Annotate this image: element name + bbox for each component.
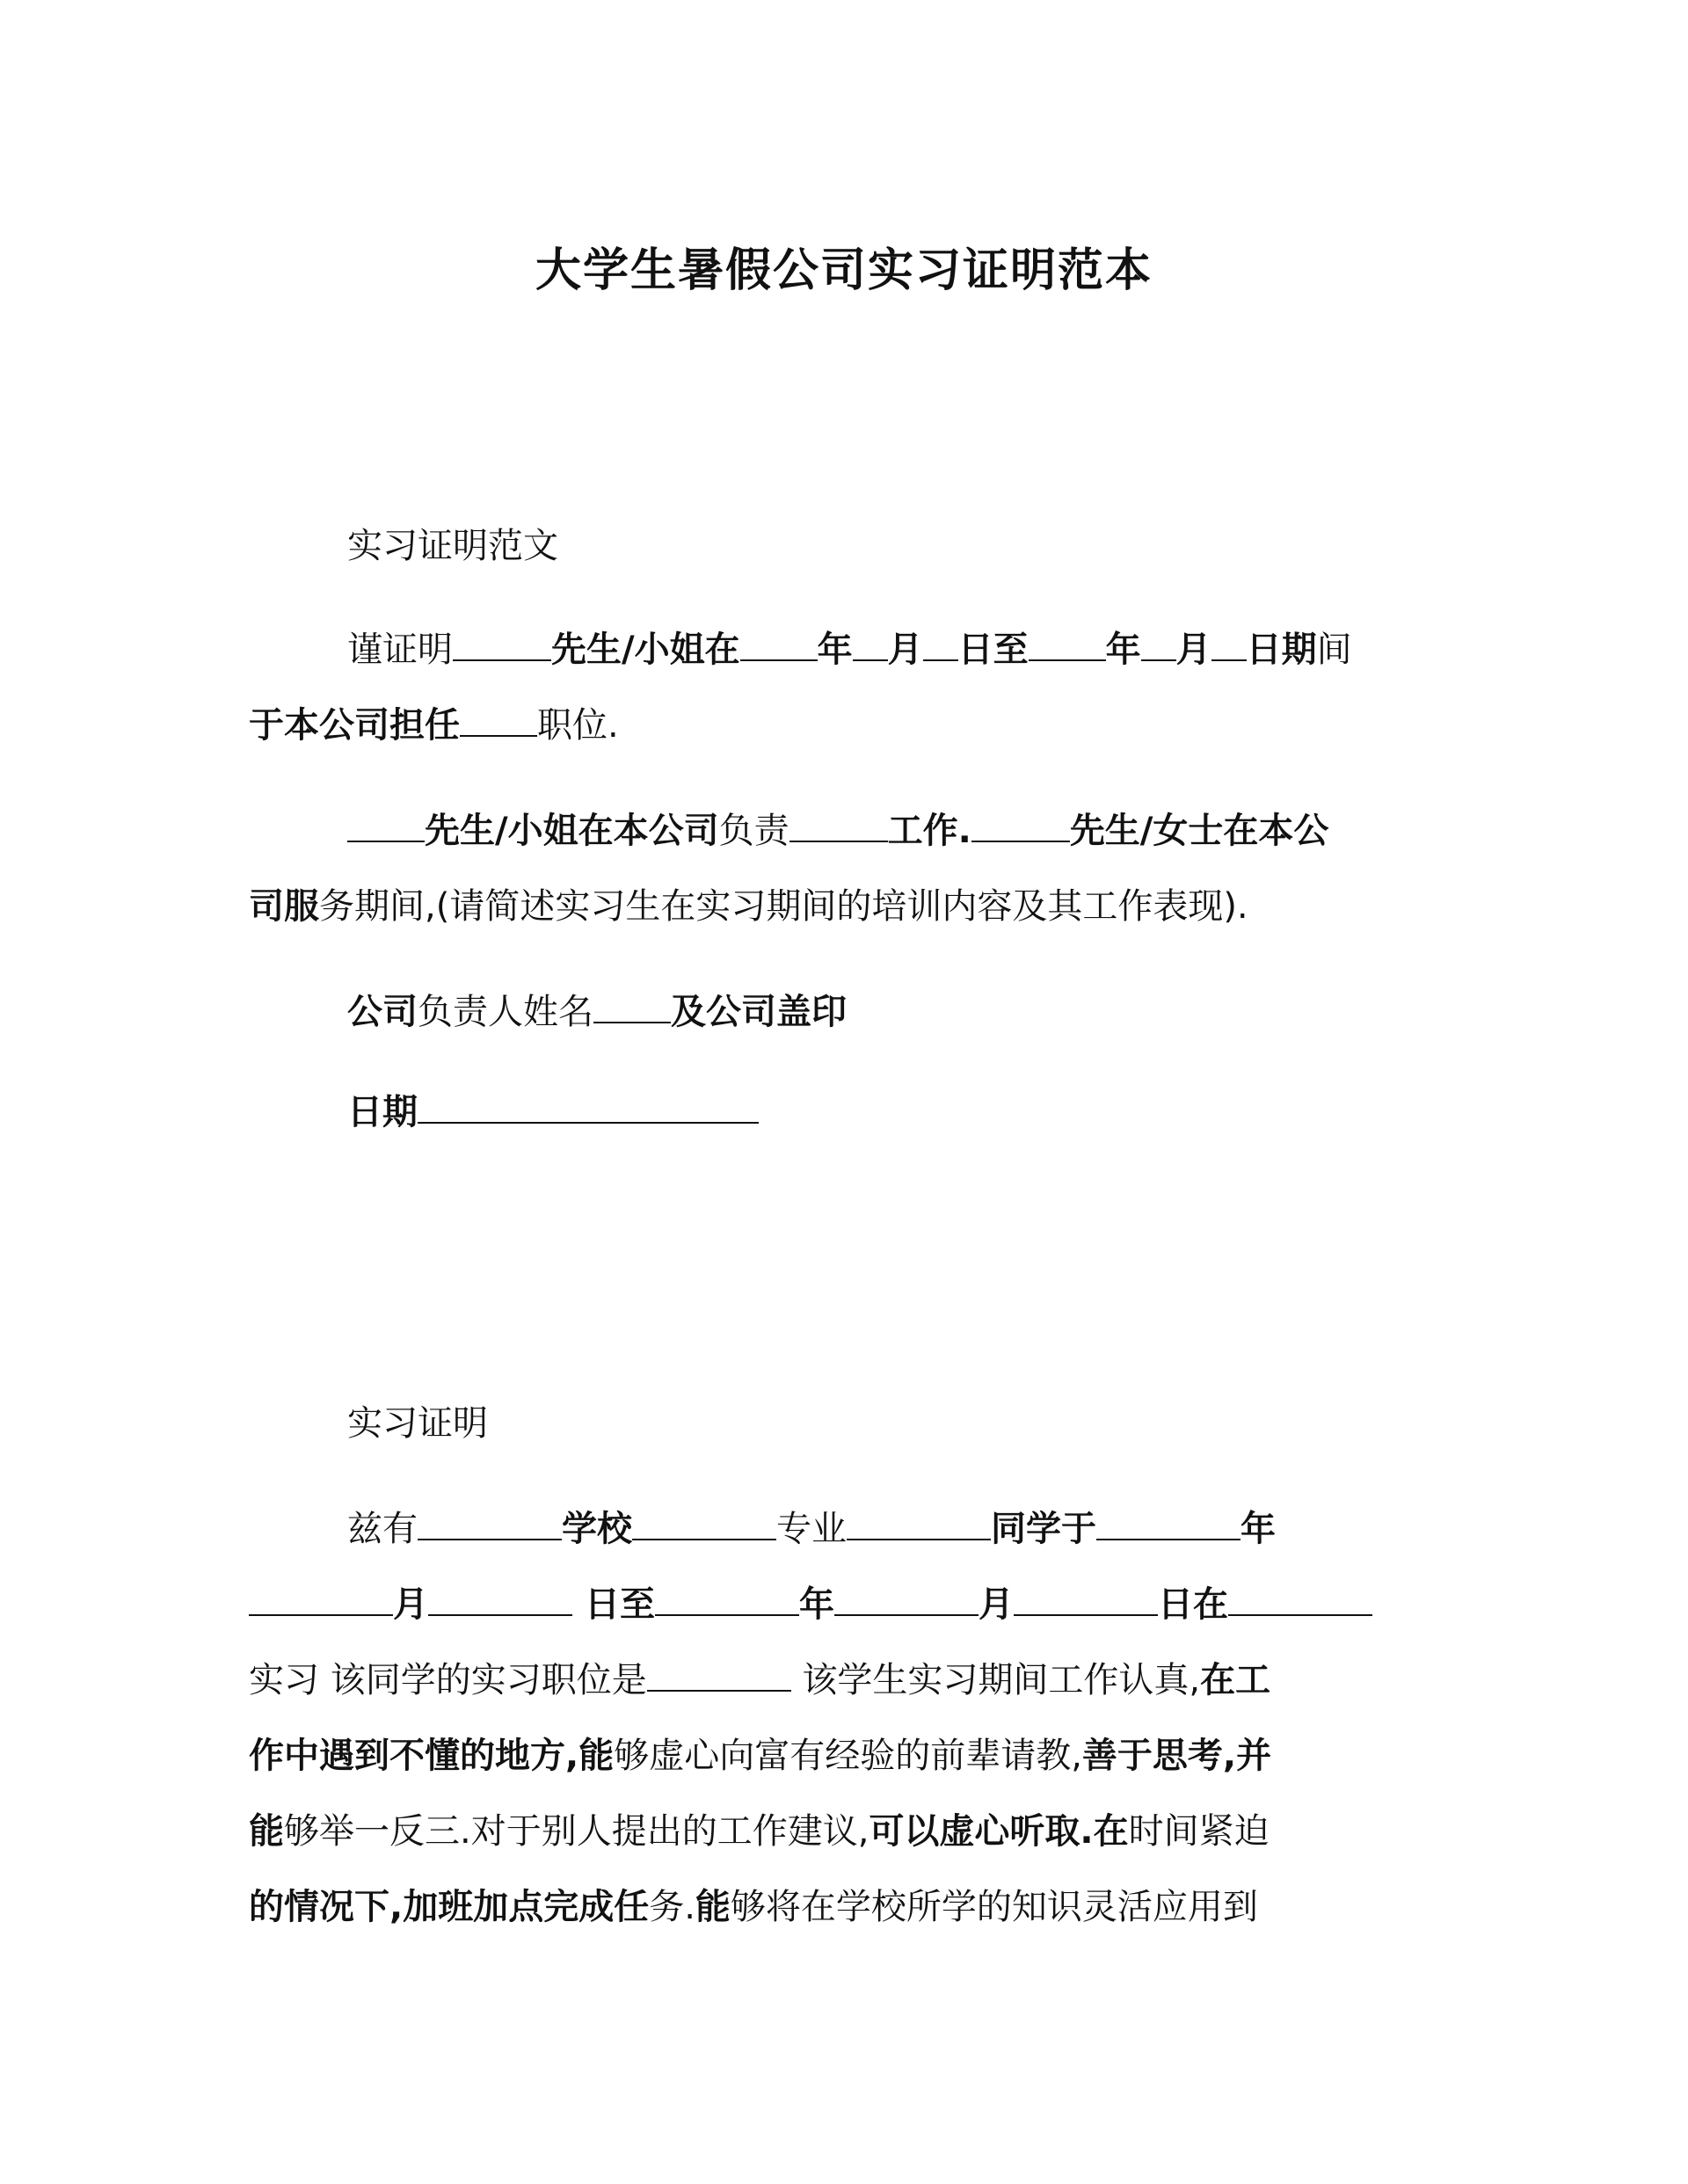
blank-month bbox=[1141, 633, 1176, 661]
text-run: 在工 bbox=[1200, 1660, 1271, 1700]
blank-year bbox=[655, 1588, 799, 1616]
text-run: 先生/女士在本公 bbox=[1069, 811, 1329, 851]
text-run: 年 bbox=[817, 630, 853, 670]
text-run: 善于思考,并 bbox=[1081, 1736, 1272, 1776]
blank-school bbox=[418, 1512, 562, 1540]
text-run: 于本公司担任 bbox=[249, 705, 460, 746]
text-run: 务期间,(请简述实习生在实习期间的培训内容及其工作表现). bbox=[319, 886, 1248, 927]
text-run: 工作. bbox=[887, 811, 971, 851]
text-run: 日期 bbox=[1246, 630, 1317, 670]
text-run: 年 bbox=[799, 1584, 834, 1625]
blank-internship-position bbox=[647, 1663, 791, 1692]
text-run: 月 bbox=[979, 1584, 1014, 1625]
text-run: 专业 bbox=[776, 1509, 847, 1549]
text-run: 够举一反三.对于别人提出的工作建议, bbox=[284, 1811, 869, 1852]
text-run: 公司 bbox=[347, 992, 418, 1032]
text-run: 及公司盖印 bbox=[671, 992, 847, 1032]
text-run: 先生/小姐在本公司 bbox=[425, 811, 719, 851]
blank-name bbox=[453, 633, 551, 661]
text-run: 职位. bbox=[537, 705, 619, 746]
text-run: 日至 bbox=[957, 630, 1029, 670]
text-run: 日至 bbox=[585, 1584, 655, 1625]
blank-year bbox=[1029, 633, 1106, 661]
blank-month bbox=[853, 633, 888, 661]
blank-month bbox=[249, 1588, 393, 1616]
text-run: 够将在学校所学的知识灵活应用到 bbox=[730, 1887, 1258, 1927]
text-run: 间 bbox=[1316, 630, 1352, 670]
text-run: 月 bbox=[393, 1584, 428, 1625]
text-run: 够虚心向富有经验的前辈请教, bbox=[614, 1736, 1082, 1776]
text-run: 先生/小姐在 bbox=[551, 630, 740, 670]
blank-day bbox=[1211, 633, 1247, 661]
text-run: 兹有 bbox=[347, 1509, 418, 1549]
blank-student bbox=[847, 1512, 991, 1540]
blank-year bbox=[740, 633, 818, 661]
section1-paragraph-3 bbox=[249, 974, 1444, 1050]
text-run: 能 bbox=[695, 1887, 731, 1927]
blank-place bbox=[1228, 1588, 1372, 1616]
blank-year bbox=[1096, 1512, 1241, 1540]
blank-day bbox=[923, 633, 958, 661]
blank-position bbox=[460, 709, 537, 737]
text-run: 日在 bbox=[1158, 1584, 1228, 1625]
blank-name bbox=[347, 814, 425, 842]
blank-day bbox=[428, 1588, 572, 1616]
section2-heading: 实习证明 bbox=[347, 1403, 488, 1444]
text-run: 实习 该同学的实习职位是 bbox=[249, 1660, 647, 1700]
text-run: 时间紧迫 bbox=[1128, 1811, 1270, 1852]
text-run: 同学于 bbox=[991, 1509, 1096, 1549]
blank-date bbox=[418, 1096, 759, 1124]
text-run: 年 bbox=[1241, 1509, 1276, 1549]
text-run: 能 bbox=[249, 1811, 284, 1852]
blank-month bbox=[834, 1588, 979, 1616]
text-run: 负责人姓名 bbox=[418, 992, 593, 1032]
text-run: 谨证明 bbox=[347, 630, 453, 670]
section1-paragraph-1 bbox=[249, 612, 1444, 763]
blank-day bbox=[1014, 1588, 1158, 1616]
section1-paragraph-2 bbox=[249, 793, 1444, 944]
blank-major bbox=[632, 1512, 776, 1540]
text-run: 司服 bbox=[249, 886, 319, 927]
text-run: 务. bbox=[649, 1887, 695, 1927]
text-run: 年 bbox=[1105, 630, 1141, 670]
text-run: 该学生实习期间工作认真, bbox=[790, 1660, 1201, 1700]
text-run: 负责 bbox=[718, 811, 789, 851]
text-run: 月 bbox=[887, 630, 923, 670]
text-run: 月 bbox=[1175, 630, 1211, 670]
section2-paragraph bbox=[249, 1491, 1444, 1945]
section1-paragraph-4 bbox=[249, 1074, 1444, 1150]
text-run: 日期 bbox=[347, 1092, 418, 1132]
blank-name bbox=[971, 814, 1070, 842]
text-run: 的情况下,加班加点完成任 bbox=[249, 1887, 650, 1927]
blank-work bbox=[789, 814, 888, 842]
blank-person-name bbox=[593, 995, 671, 1023]
document-title: 大学生暑假公司实习证明范本 bbox=[535, 244, 1153, 297]
text-run: 学校 bbox=[562, 1509, 632, 1549]
text-run: 可以虚心听取.在 bbox=[869, 1811, 1129, 1852]
text-run: 作中遇到不懂的地方,能 bbox=[249, 1736, 615, 1776]
section1-heading: 实习证明范文 bbox=[347, 526, 558, 566]
